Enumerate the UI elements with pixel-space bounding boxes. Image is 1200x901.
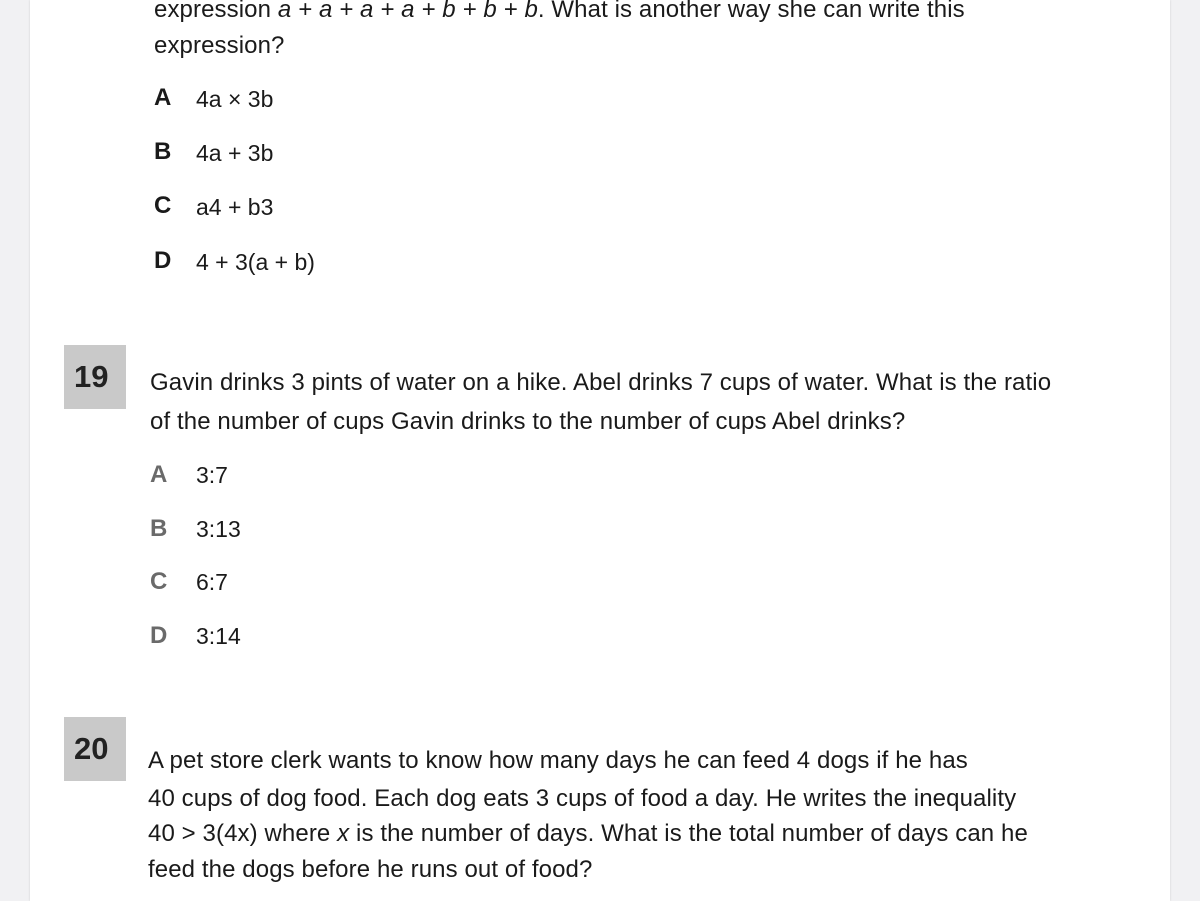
q18-stem-line-2: expression? bbox=[154, 32, 285, 59]
q20-variable: x bbox=[337, 820, 350, 847]
q19-option-c-text[interactable]: 6:7 bbox=[196, 569, 228, 595]
q19-option-d-letter[interactable]: D bbox=[150, 622, 168, 649]
q19-option-c-letter[interactable]: C bbox=[150, 568, 168, 595]
q20-number-badge: 20 bbox=[64, 717, 126, 781]
q18-option-b-letter[interactable]: B bbox=[154, 138, 172, 165]
q18-option-c-text[interactable]: a4 + b3 bbox=[196, 194, 274, 220]
q19-stem-line-2: of the number of cups Gavin drinks to the number of cups Abel drinks? bbox=[150, 408, 906, 435]
q19-option-a-letter[interactable]: A bbox=[150, 461, 168, 488]
q18-stem-prefix: expression bbox=[154, 0, 278, 23]
q18-option-b-text[interactable]: 4a + 3b bbox=[196, 140, 274, 166]
q19-option-a-text[interactable]: 3:7 bbox=[196, 462, 228, 488]
q18-option-d-text[interactable]: 4 + 3(a + b) bbox=[196, 249, 315, 275]
q19-option-b-text[interactable]: 3:13 bbox=[196, 516, 241, 542]
q20-stem-suffix: is the number of days. What is the total number of days can he bbox=[349, 820, 1028, 847]
q20-inequality: 40 > 3(4x) bbox=[148, 820, 258, 847]
q18-stem-line-1 bbox=[154, 0, 965, 24]
q19-option-b-letter[interactable]: B bbox=[150, 515, 168, 542]
q18-option-d-letter[interactable]: D bbox=[154, 247, 172, 274]
worksheet-page bbox=[30, 0, 1170, 901]
q20-stem-line-1: A pet store clerk wants to know how many days he can feed 4 dogs if he has bbox=[148, 747, 968, 774]
q18-option-a-text[interactable]: 4a × 3b bbox=[196, 86, 274, 112]
q18-expression: a + a + a + a + b + b + b bbox=[277, 0, 538, 23]
q20-stem-mid: where bbox=[257, 820, 338, 847]
q20-stem-line-2: 40 cups of dog food. Each dog eats 3 cups of food a day. He writes the inequality bbox=[148, 785, 1017, 812]
q19-option-d-text[interactable]: 3:14 bbox=[196, 623, 241, 649]
q19-stem-line-1: Gavin drinks 3 pints of water on a hike. Abel drinks 7 cups of water. What is the ratio bbox=[150, 369, 1052, 396]
q20-stem-line-3 bbox=[148, 820, 1028, 848]
q20-stem-line-4: feed the dogs before he runs out of food? bbox=[148, 856, 593, 883]
q18-stem-suffix: . What is another way she can write this bbox=[537, 0, 965, 23]
q19-number-badge: 19 bbox=[64, 345, 126, 409]
q18-option-c-letter[interactable]: C bbox=[154, 192, 172, 219]
q18-option-a-letter[interactable]: A bbox=[154, 84, 172, 111]
